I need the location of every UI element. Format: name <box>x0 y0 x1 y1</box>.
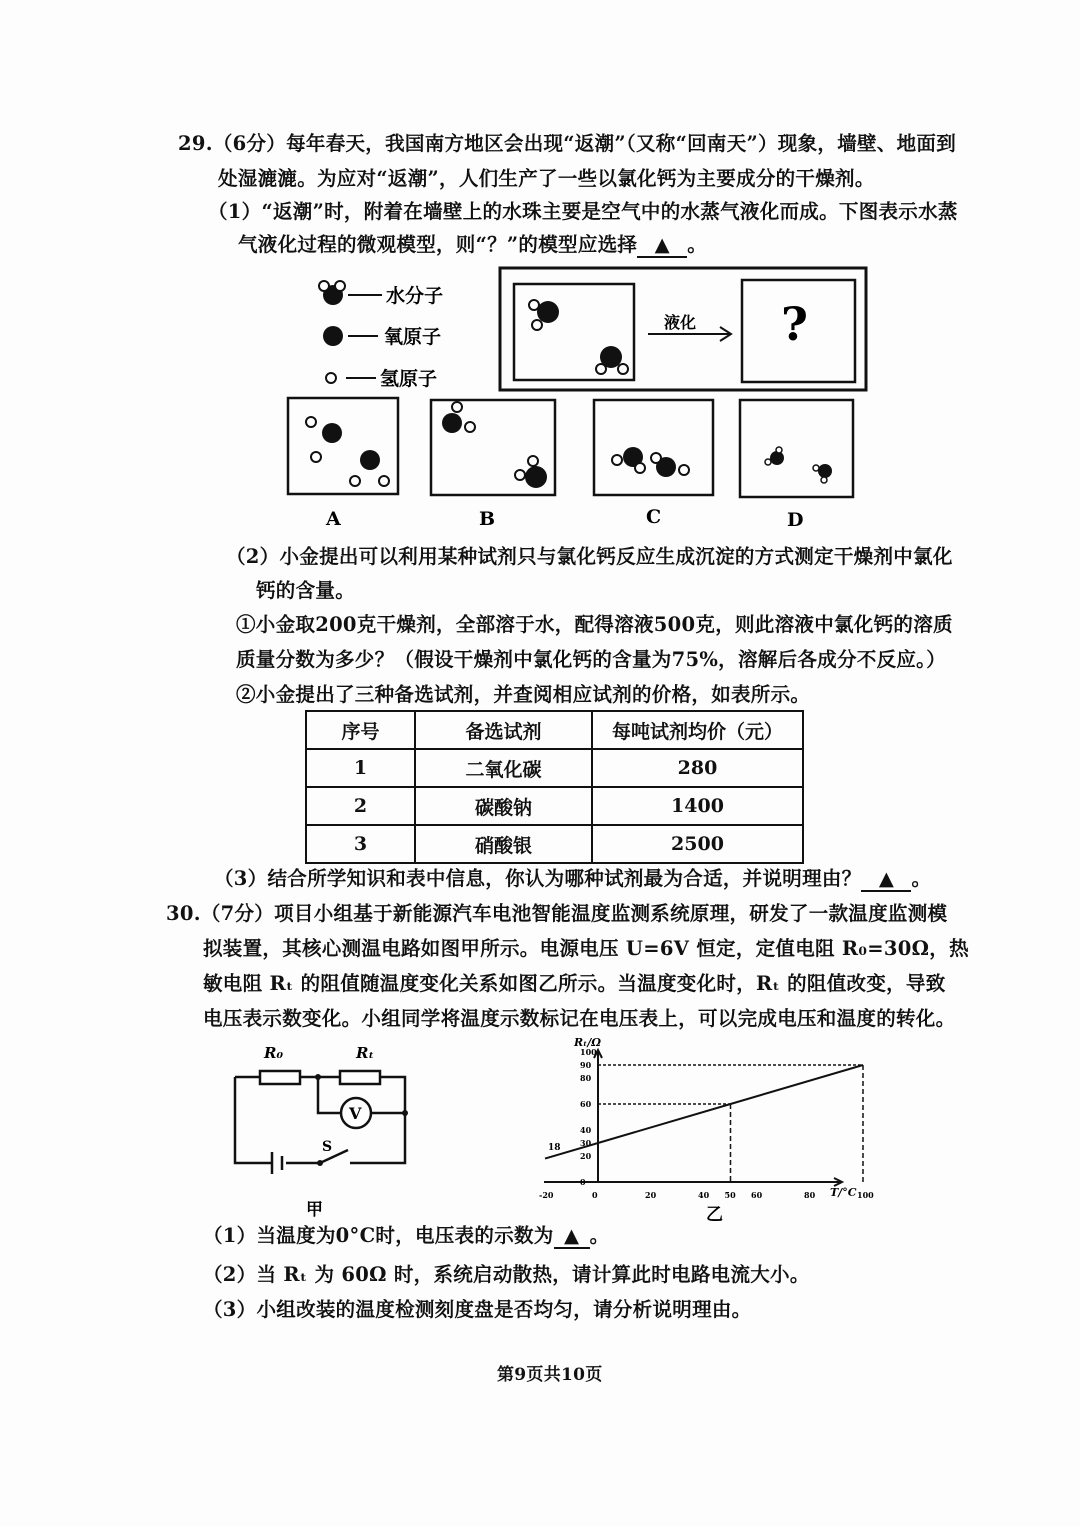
q29-intro: 29.（6分）每年春天，我国南方地区会出现“返潮”（又称“回南天”）现象，墙壁、地面到 <box>178 132 957 155</box>
switch-label: S <box>322 1139 333 1155</box>
q30-intro-4: 电压表示数变化。小组同学将温度示数标记在电压表上，可以完成电压和温度的转化。 <box>203 1007 956 1030</box>
y-tick-label: 0 <box>580 1177 586 1187</box>
y-tick-label: 80 <box>580 1073 592 1083</box>
x-tick-label: 60 <box>751 1190 763 1200</box>
option-b-label: B <box>479 508 496 530</box>
table-row: 2 碳酸钠 1400 <box>306 787 803 825</box>
answer-blank: ▲ <box>554 1224 590 1249</box>
y-tick-label: 60 <box>580 1099 592 1109</box>
x-tick-label: 20 <box>645 1190 657 1200</box>
q29-part2-1: ①小金取200克干燥剂，全部溶于水，配得溶液500克，则此溶液中氯化钙的溶质 <box>236 613 953 636</box>
option-c-label: C <box>646 506 662 528</box>
x-tick-label: 100 <box>857 1190 874 1200</box>
voltmeter-label: V <box>349 1104 362 1123</box>
x-axis-label: T/°C <box>830 1186 857 1199</box>
q29-part1-b: 气液化过程的微观模型，则“？”的模型应选择 ▲ 。 <box>238 233 708 256</box>
r0-label: R₀ <box>264 1044 284 1062</box>
legend-water: 水分子 <box>386 285 444 307</box>
x-tick-label: 0 <box>592 1190 598 1200</box>
q30-sub1: （1）当温度为0°C时，电压表的示数为 ▲ 。 <box>203 1224 610 1247</box>
y-axis-label: Rₜ/Ω <box>574 1036 602 1049</box>
y-tick-label: 40 <box>580 1125 592 1135</box>
q30-intro: 30.（7分）项目小组基于新能源汽车电池智能温度监测系统原理，研发了一款温度监测模 <box>166 902 948 925</box>
answer-blank: ▲ <box>637 233 687 258</box>
molecule-diagram <box>0 260 1080 530</box>
q30-sub2: （2）当 Rₜ 为 60Ω 时，系统启动散热，请计算此时电路电流大小。 <box>203 1263 810 1286</box>
page-footer: 第9页共10页 <box>497 1365 603 1385</box>
left-point-label: 18 <box>548 1143 561 1153</box>
table-header: 每吨试剂均价（元） <box>592 711 803 749</box>
circuit-diagram <box>220 1040 430 1225</box>
rt-label: Rₜ <box>356 1044 375 1062</box>
q29-part2-2: ②小金提出了三种备选试剂，并查阅相应试剂的价格，如表所示。 <box>236 683 811 706</box>
y-tick-label: 20 <box>580 1151 592 1161</box>
table-header: 序号 <box>306 711 415 749</box>
resistance-temperature-graph <box>530 1030 874 1225</box>
x-tick-label: 40 <box>698 1190 710 1200</box>
table-row: 1 二氧化碳 280 <box>306 749 803 787</box>
legend-oxygen: 氧原子 <box>384 326 442 348</box>
table-row: 3 硝酸银 2500 <box>306 825 803 863</box>
graph-caption: 乙 <box>706 1205 723 1225</box>
y-tick-label: 30 <box>580 1138 592 1148</box>
answer-blank: ▲ <box>861 867 911 892</box>
q30-intro-2: 拟装置，其核心测温电路如图甲所示。电源电压 U=6V 恒定，定值电阻 R₀=30Ω，热 <box>203 937 969 960</box>
x-tick-label: 80 <box>804 1190 816 1200</box>
q29-intro-2: 处湿漉漉。为应对“返潮”，人们生产了一些以氯化钙为主要成分的干燥剂。 <box>218 167 875 190</box>
series-line <box>545 1065 863 1159</box>
option-d-label: D <box>787 509 804 531</box>
x-tick-label: 50 <box>724 1190 736 1200</box>
x-tick-label: -20 <box>539 1190 554 1200</box>
q29-part2-1b: 质量分数为多少？（假设干燥剂中氯化钙的含量为75%，溶解后各成分不反应。） <box>236 648 947 671</box>
q29-part2-b: 钙的含量。 <box>256 579 356 602</box>
q29-part1: （1）“返潮”时，附着在墙壁上的水珠主要是空气中的水蒸气液化而成。下图表示水蒸 <box>208 200 958 223</box>
option-a-label: A <box>326 508 341 530</box>
q29-part3: （3）结合所学知识和表中信息，你认为哪种试剂最为合适，并说明理由？ ▲ 。 <box>214 867 932 890</box>
q30-sub3: （3）小组改装的温度检测刻度盘是否均匀，请分析说明理由。 <box>203 1298 752 1321</box>
legend-hydrogen: 氢原子 <box>380 368 438 390</box>
table-header: 备选试剂 <box>415 711 592 749</box>
circuit-caption: 甲 <box>306 1200 323 1220</box>
reagent-table <box>305 710 804 864</box>
y-tick-label: 90 <box>580 1060 592 1070</box>
q29-part2: （2）小金提出可以利用某种试剂只与氯化钙反应生成沉淀的方式测定干燥剂中氯化 <box>226 545 953 568</box>
arrow-label: 液化 <box>664 313 697 332</box>
y-tick-label: 100 <box>580 1047 597 1057</box>
q30-intro-3: 敏电阻 Rₜ 的阻值随温度变化关系如图乙所示。当温度变化时，Rₜ 的阻值改变，导致 <box>203 972 946 995</box>
question-mark: ? <box>781 297 808 351</box>
legend <box>319 281 443 390</box>
